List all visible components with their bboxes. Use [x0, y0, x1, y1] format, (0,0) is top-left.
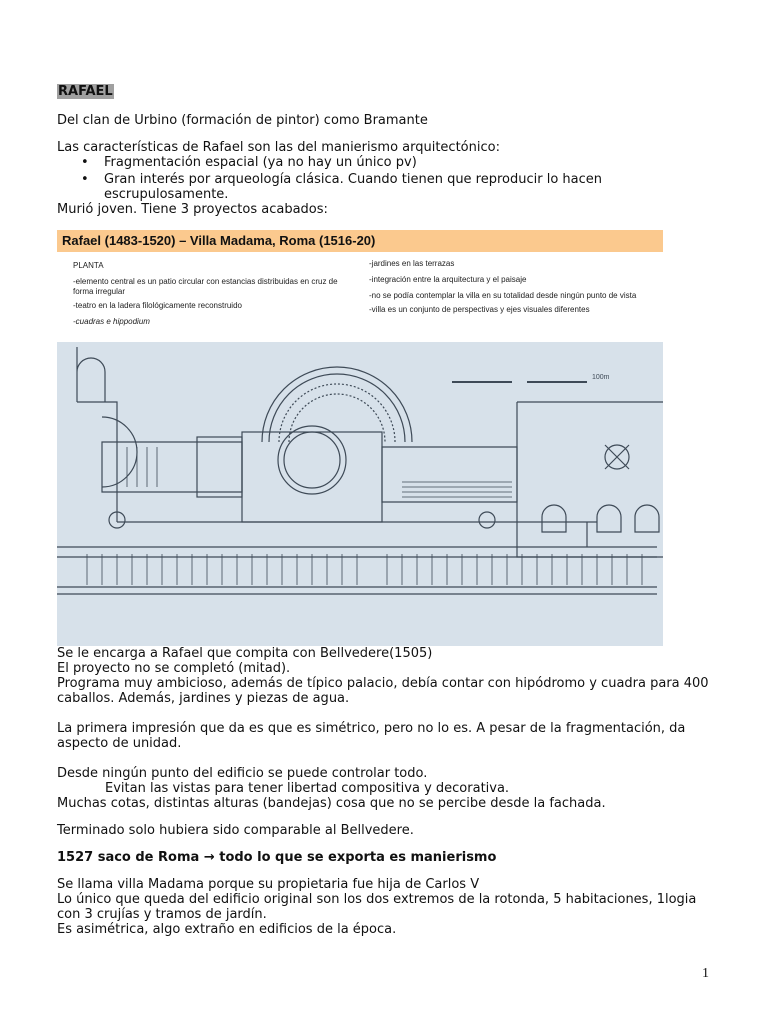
- figure-title: Rafael (1483-1520) – Villa Madama, Roma (1516-20): [62, 233, 376, 248]
- indented-paragraph: Evitan las vistas para tener libertad compositiva y decorativa.: [105, 781, 510, 796]
- paragraph: Muchas cotas, distintas alturas (bandejas) cosa que no se percibe desde la fachada.: [57, 796, 606, 811]
- figure-note: -no se podía contemplar la villa en su totalidad desde ningún punto de vista: [369, 291, 637, 300]
- paragraph: Terminado solo hubiera sido comparable al Bellvedere.: [57, 823, 414, 838]
- paragraph: La primera impresión que da es que es simétrico, pero no lo es. A pesar de la fragmentación, da aspecto de unidad.: [57, 721, 686, 751]
- intro-paragraph: Del clan de Urbino (formación de pintor) como Bramante: [57, 113, 428, 128]
- bullet-glyph: •: [81, 155, 89, 170]
- paragraph: Desde ningún punto del edificio se puede controlar todo.: [57, 766, 428, 781]
- paragraph: Se llama villa Madama porque su propietaria fue hija de Carlos V: [57, 877, 480, 892]
- figure-note: -integración entre la arquitectura y el paisaje: [369, 275, 527, 284]
- figure-note: -teatro en la ladera filológicamente reconstruido: [73, 301, 242, 310]
- figure-note: -elemento central es un patio circular con estancias distribuidas en cruz de forma irregular: [73, 277, 338, 296]
- section-heading: RAFAEL: [58, 84, 113, 99]
- list-item: [57, 155, 717, 170]
- list-item: [57, 172, 717, 202]
- floor-plan-drawing: [57, 342, 663, 646]
- plan-background: [57, 342, 663, 646]
- list-item-text: Gran interés por arqueología clásica. Cuando tienen que reproducir lo hacen escrupulosamente.: [104, 172, 603, 202]
- document-body: [57, 646, 717, 937]
- paragraph: Se le encarga a Rafael que compita con Bellvedere(1505): [57, 646, 433, 661]
- bold-paragraph: 1527 saco de Roma → todo lo que se exporta es manierismo: [57, 850, 497, 865]
- paragraph: Lo único que queda del edificio original son los dos extremos de la rotonda, 5 habitaciones, 1logia con 3 crujías y tramos de jardín.: [57, 892, 697, 922]
- characteristics-list: [57, 155, 717, 202]
- figure-note: PLANTA: [73, 261, 104, 270]
- paragraph: Es asimétrica, algo extraño en edificios de la época.: [57, 922, 397, 937]
- villa-madama-figure: [57, 230, 663, 646]
- document-page: [57, 84, 717, 217]
- figure-note: -villa es un conjunto de perspectivas y ejes visuales diferentes: [369, 305, 590, 314]
- paragraph: El proyecto no se completó (mitad).: [57, 661, 291, 676]
- characteristics-paragraph: Las características de Rafael son las del manierismo arquitectónico:: [57, 140, 500, 155]
- paragraph: Programa muy ambicioso, además de típico palacio, debía contar con hipódromo y cuadra para 400 caballos. Además, jardines y piezas de agua.: [57, 676, 709, 706]
- figure-note: -jardines en las terrazas: [369, 259, 455, 268]
- death-paragraph: Murió joven. Tiene 3 proyectos acabados:: [57, 202, 328, 217]
- bullet-glyph: •: [81, 172, 89, 187]
- figure-notes-left: [73, 261, 358, 333]
- figure-note: -cuadras e hippodium: [73, 317, 150, 326]
- scale-label: 100m: [592, 374, 610, 381]
- figure-notes-right: [369, 259, 659, 321]
- list-item-text: Fragmentación espacial (ya no hay un único pv): [104, 155, 417, 170]
- figure-banner: [57, 230, 663, 252]
- page-number: 1: [702, 966, 709, 981]
